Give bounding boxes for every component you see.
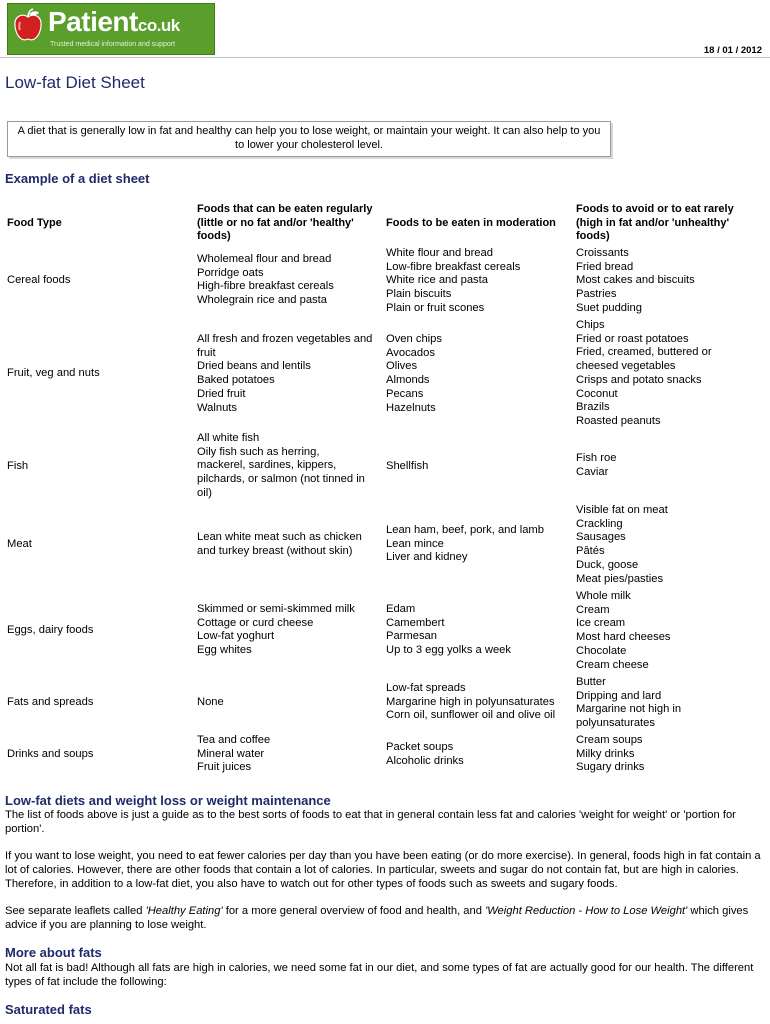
cell-line: Low-fibre breakfast cereals	[386, 260, 521, 273]
row-4-food-type: Meat	[7, 538, 32, 550]
logo-tagline: Trusted medical information and support	[50, 41, 176, 48]
cell-line: Crisps and potato snacks	[576, 373, 702, 386]
cell-line: Liver and kidney	[386, 551, 468, 564]
saturated-fats-heading: Saturated fats	[5, 1002, 92, 1017]
cell-line: Suet pudding	[576, 301, 642, 314]
cell-line: None	[197, 696, 224, 708]
cell-line: Sausages	[576, 531, 626, 544]
cell-line: Pâtés	[576, 545, 605, 558]
row-6-regular-foods	[197, 696, 385, 710]
cell-line: Olives	[386, 360, 418, 373]
cell-line: Coconut	[576, 387, 618, 400]
cell-line: Camembert	[386, 616, 445, 629]
row-3-regular-foods	[197, 432, 385, 501]
cell-line: Hazelnuts	[386, 401, 436, 414]
row-5-moderate-foods	[386, 603, 576, 658]
cell-line: Lean white meat such as chicken	[197, 531, 362, 543]
cell-line: Baked potatoes	[197, 374, 275, 387]
header-regular: Foods that can be eaten regularly (little or no fat and/or 'healthy' foods)	[197, 203, 373, 242]
cell-line: Dried fruit	[197, 387, 246, 400]
cell-line: All white fish	[197, 432, 260, 444]
cell-line: Walnuts	[197, 401, 237, 414]
cell-line: Egg whites	[197, 644, 252, 657]
cell-line: White rice and pasta	[386, 274, 488, 287]
cell-line: All fresh and frozen vegetables and	[197, 333, 373, 345]
row-6-avoid-foods	[576, 676, 762, 731]
page-title: Low-fat Diet Sheet	[5, 73, 145, 92]
cell-line: Porridge oats	[197, 266, 264, 279]
row-4-regular-foods	[197, 531, 385, 558]
row-3-food-type: Fish	[7, 460, 29, 472]
row-2-moderate-foods	[386, 333, 576, 415]
cell-line: Margarine high in polyunsaturates	[386, 695, 555, 708]
header-divider	[0, 57, 770, 58]
cell-line: Most hard cheeses	[576, 631, 671, 644]
row-1-food-type: Cereal foods	[7, 274, 71, 286]
cell-line: Corn oil, sunflower oil and olive oil	[386, 709, 556, 722]
weight-paragraph-1: The list of foods above is just a guide as to the best sorts of foods to eat that in general contain less fat and calories 'weight for weight' or 'portion for portion'.	[5, 809, 736, 835]
fats-heading: More about fats	[5, 945, 102, 960]
cell-line: Pecans	[386, 387, 424, 400]
row-7-food-type: Drinks and soups	[7, 748, 94, 760]
cell-line: Up to 3 egg yolks a week	[386, 644, 511, 657]
cell-line: Dripping and lard	[576, 689, 662, 702]
intro-box: A diet that is generally low in fat and healthy can help you to lose weight, or maintain your weight. It can also help to you to lower your cholesterol level.	[7, 121, 611, 157]
cell-line: Fruit juices	[197, 761, 252, 774]
row-5-regular-foods	[197, 603, 385, 658]
apple-icon	[12, 8, 44, 44]
cell-line: Almonds	[386, 374, 430, 387]
cell-line: Chips	[576, 319, 605, 331]
row-7-regular-foods	[197, 734, 385, 775]
header-moderate: Foods to be eaten in moderation	[386, 217, 556, 229]
header-avoid: Foods to avoid or to eat rarely (high in fat and/or 'unhealthy' foods)	[576, 203, 734, 242]
cell-line: Fried bread	[576, 260, 634, 273]
cell-line: High-fibre breakfast cereals	[197, 280, 334, 293]
row-3-moderate-foods	[386, 460, 576, 474]
row-6-food-type: Fats and spreads	[7, 696, 94, 708]
cell-line: Margarine not high in	[576, 703, 682, 716]
row-5-avoid-foods	[576, 590, 762, 672]
row-2-avoid-foods	[576, 319, 762, 429]
cell-line: Meat pies/pasties	[576, 572, 664, 585]
cell-line: Avocados	[386, 346, 435, 359]
row-6-moderate-foods	[386, 682, 576, 723]
cell-line: Lean mince	[386, 537, 444, 550]
cell-line: Duck, goose	[576, 558, 639, 571]
cell-line: Packet soups	[386, 741, 454, 753]
row-1-moderate-foods	[386, 247, 576, 316]
cell-line: and turkey breast (without skin)	[197, 544, 353, 557]
header-food-type: Food Type	[7, 217, 62, 229]
cell-line: Roasted peanuts	[576, 414, 661, 427]
cell-line: Shellfish	[386, 460, 429, 472]
weight-paragraph-3: See separate leaflets called 'Healthy Eating' for a more general overview of food and health, and 'Weight Reduction - How to Lose Weight' which gives advice if you are planning to lose weight.	[5, 905, 749, 931]
row-4-avoid-foods	[576, 504, 762, 586]
cell-line: cheesed vegetables	[576, 360, 676, 373]
cell-line: Oven chips	[386, 333, 442, 345]
cell-line: Fish roe	[576, 452, 617, 464]
row-7-avoid-foods	[576, 734, 762, 775]
cell-line: Croissants	[576, 247, 629, 259]
cell-line: Butter	[576, 676, 606, 688]
cell-line: Tea and coffee	[197, 734, 271, 746]
fats-paragraph-1: Not all fat is bad! Although all fats are high in calories, we need some fat in our diet, and some types of fat are actually good for our health. The different types of fat include the following:	[5, 962, 754, 988]
cell-line: Dried beans and lentils	[197, 360, 311, 373]
cell-line: Chocolate	[576, 644, 627, 657]
row-1-regular-foods	[197, 253, 385, 308]
weight-reduction-link[interactable]: 'Weight Reduction - How to Lose Weight'	[485, 905, 688, 917]
cell-line: Most cakes and biscuits	[576, 274, 695, 287]
cell-line: Sugary drinks	[576, 761, 645, 774]
example-heading: Example of a diet sheet	[5, 171, 150, 186]
cell-line: pilchards, or salmon (not tinned in	[197, 473, 365, 486]
row-4-moderate-foods	[386, 524, 576, 565]
cell-line: polyunsaturates	[576, 717, 655, 730]
row-5-food-type: Eggs, dairy foods	[7, 624, 94, 636]
cell-line: mackerel, sardines, kippers,	[197, 459, 337, 472]
weight-heading: Low-fat diets and weight loss or weight maintenance	[5, 793, 331, 808]
cell-line: Cream	[576, 603, 610, 616]
cell-line: Milky drinks	[576, 747, 635, 760]
cell-line: Visible fat on meat	[576, 504, 668, 516]
cell-line: Fried, creamed, buttered or	[576, 346, 712, 359]
cell-line: Brazils	[576, 401, 610, 414]
cell-line: Oily fish such as herring,	[197, 445, 320, 458]
cell-line: Wholemeal flour and bread	[197, 253, 332, 265]
cell-line: Caviar	[576, 465, 609, 478]
cell-line: Cream soups	[576, 734, 643, 746]
cell-line: Alcoholic drinks	[386, 754, 464, 767]
logo-wordmark: Patientco.uk	[48, 6, 180, 37]
cell-line: Pastries	[576, 288, 617, 301]
cell-line: Plain biscuits	[386, 288, 452, 301]
cell-line: Edam	[386, 603, 416, 615]
cell-line: Ice cream	[576, 617, 626, 630]
cell-line: Lean ham, beef, pork, and lamb	[386, 524, 544, 536]
cell-line: Whole milk	[576, 590, 631, 602]
row-2-regular-foods	[197, 333, 385, 415]
cell-line: Cream cheese	[576, 658, 649, 671]
cell-line: Low-fat spreads	[386, 682, 466, 694]
row-3-avoid-foods	[576, 452, 762, 479]
cell-line: Wholegrain rice and pasta	[197, 294, 327, 307]
cell-line: White flour and bread	[386, 247, 493, 259]
cell-line: Fried or roast potatoes	[576, 332, 689, 345]
cell-line: Skimmed or semi-skimmed milk	[197, 603, 355, 615]
cell-line: Low-fat yoghurt	[197, 630, 275, 643]
weight-paragraph-2: If you want to lose weight, you need to eat fewer calories per day than you have been eating (or do more exercise). In general, foods high in fat contain a lot of calories. However, there are other foods that contain a lot of calories. In particular, sweets and sugar do not contain fat, but are high in calories. Therefore, in addition to a low-fat diet, you also have to watch out for other types of foods such as sweets and sugary foods.	[5, 850, 761, 890]
row-2-food-type: Fruit, veg and nuts	[7, 367, 100, 379]
print-date: 18 / 01 / 2012	[703, 45, 762, 56]
cell-line: Cottage or curd cheese	[197, 616, 314, 629]
cell-line: Parmesan	[386, 630, 437, 643]
cell-line: oil)	[197, 486, 212, 499]
row-1-avoid-foods	[576, 247, 762, 316]
patient-logo[interactable]	[7, 3, 215, 55]
row-7-moderate-foods	[386, 741, 576, 768]
cell-line: fruit	[197, 346, 216, 359]
cell-line: Crackling	[576, 517, 623, 530]
cell-line: Plain or fruit scones	[386, 301, 485, 314]
cell-line: Mineral water	[197, 747, 265, 760]
healthy-eating-link[interactable]: 'Healthy Eating'	[145, 905, 223, 917]
